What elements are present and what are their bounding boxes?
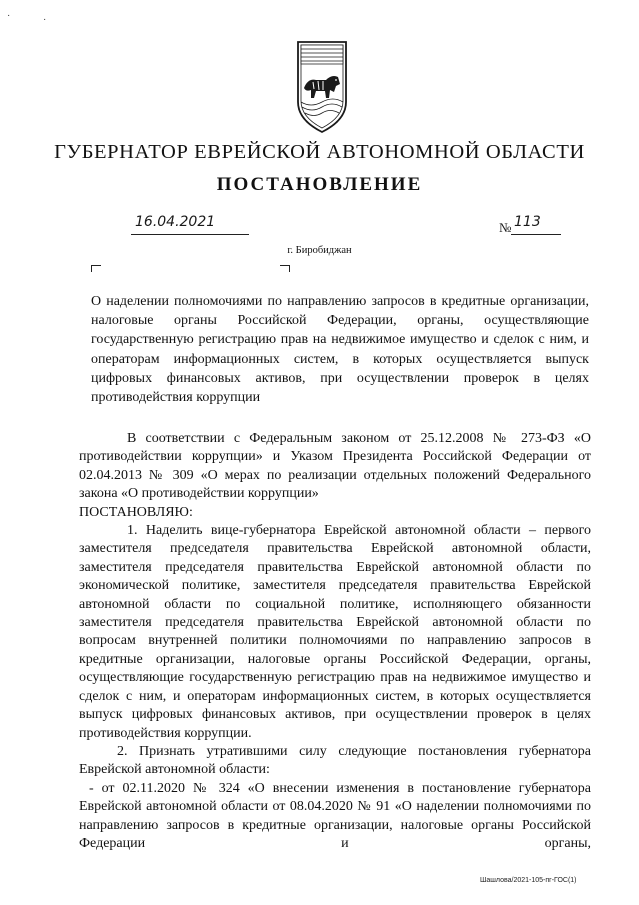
document-type: ПОСТАНОВЛЕНИЕ (216, 174, 423, 195)
subject-bracket-left (91, 265, 101, 272)
preamble: В соответствии с Федеральным законом от 25.12.2008 № 273-ФЗ «О противодействии коррупции» и Указом Президента Российской Федерации от 02.04.2013 № 309 «О мерах по реализации отдельных положений Федерального закона «О противодействии коррупции» (79, 431, 591, 502)
document-number: 113 (514, 214, 541, 230)
number-line (511, 214, 561, 235)
document-subject: О наделении полномочиями по направлению запросов в кредитные организации, налоговые органы Российской Федерации, органы, осуществляющие государственную регистрацию прав на недвижимое имущество и сделок с ним, и операторам информационных систем, в которых осуществляется выпуск цифровых финансовых активов, при осуществлении проверок в целях противодействия коррупции (91, 294, 589, 406)
city-of-issue: г. Биробиджан (287, 245, 352, 256)
number-sign: № (499, 220, 512, 235)
resolve-word: ПОСТАНОВЛЯЮ: (79, 504, 193, 520)
number-field (499, 214, 569, 235)
issuing-authority: ГУБЕРНАТОР ЕВРЕЙСКОЙ АВТОНОМНОЙ ОБЛАСТИ (54, 141, 585, 163)
document-date: 16.04.2021 (135, 214, 216, 230)
clause-1: 1. Наделить вице-губернатора Еврейской автономной области – первого заместителя председателя правительства Еврейской автономной области, заместителя председателя правительства Еврейской автономной области по экономической политике, заместителя председателя правительства Еврейской автономной области по социальной политике, исполняющего обязанности заместителя председателя правительства Еврейской автономной области по вопросам внутренней политики полномочиями по направлению запросов в кредитные организации, налоговые органы Российской Федерации, органы, осуществляющие государственную регистрацию прав на недвижимое имущество и сделок с ним, и операторам информационных систем, в которых осуществляется выпуск цифровых финансовых активов, при осуществлении проверок в целях противодействия коррупции. (79, 523, 591, 741)
scan-speck: · (7, 10, 11, 21)
scan-speck: · (43, 14, 47, 25)
clause-2: 2. Признать утратившими силу следующие постановления губернатора Еврейской автономной области: (79, 743, 591, 778)
document-reference-code: Шашлова/2021-105-пг-ГОС(1) (480, 877, 577, 884)
subject-bracket-right (280, 265, 290, 272)
clause-2-subitem-1: - от 02.11.2020 № 324 «О внесении изменения в постановление губернатора Еврейской автономной области от 08.04.2020 № 91 «О наделении полномочиями по направлению запросов в кредитные организации, налоговые органы Российской Федерации и органы, (79, 780, 591, 851)
document-body (79, 430, 591, 853)
date-field (131, 214, 249, 235)
coat-of-arms-icon (296, 40, 348, 136)
